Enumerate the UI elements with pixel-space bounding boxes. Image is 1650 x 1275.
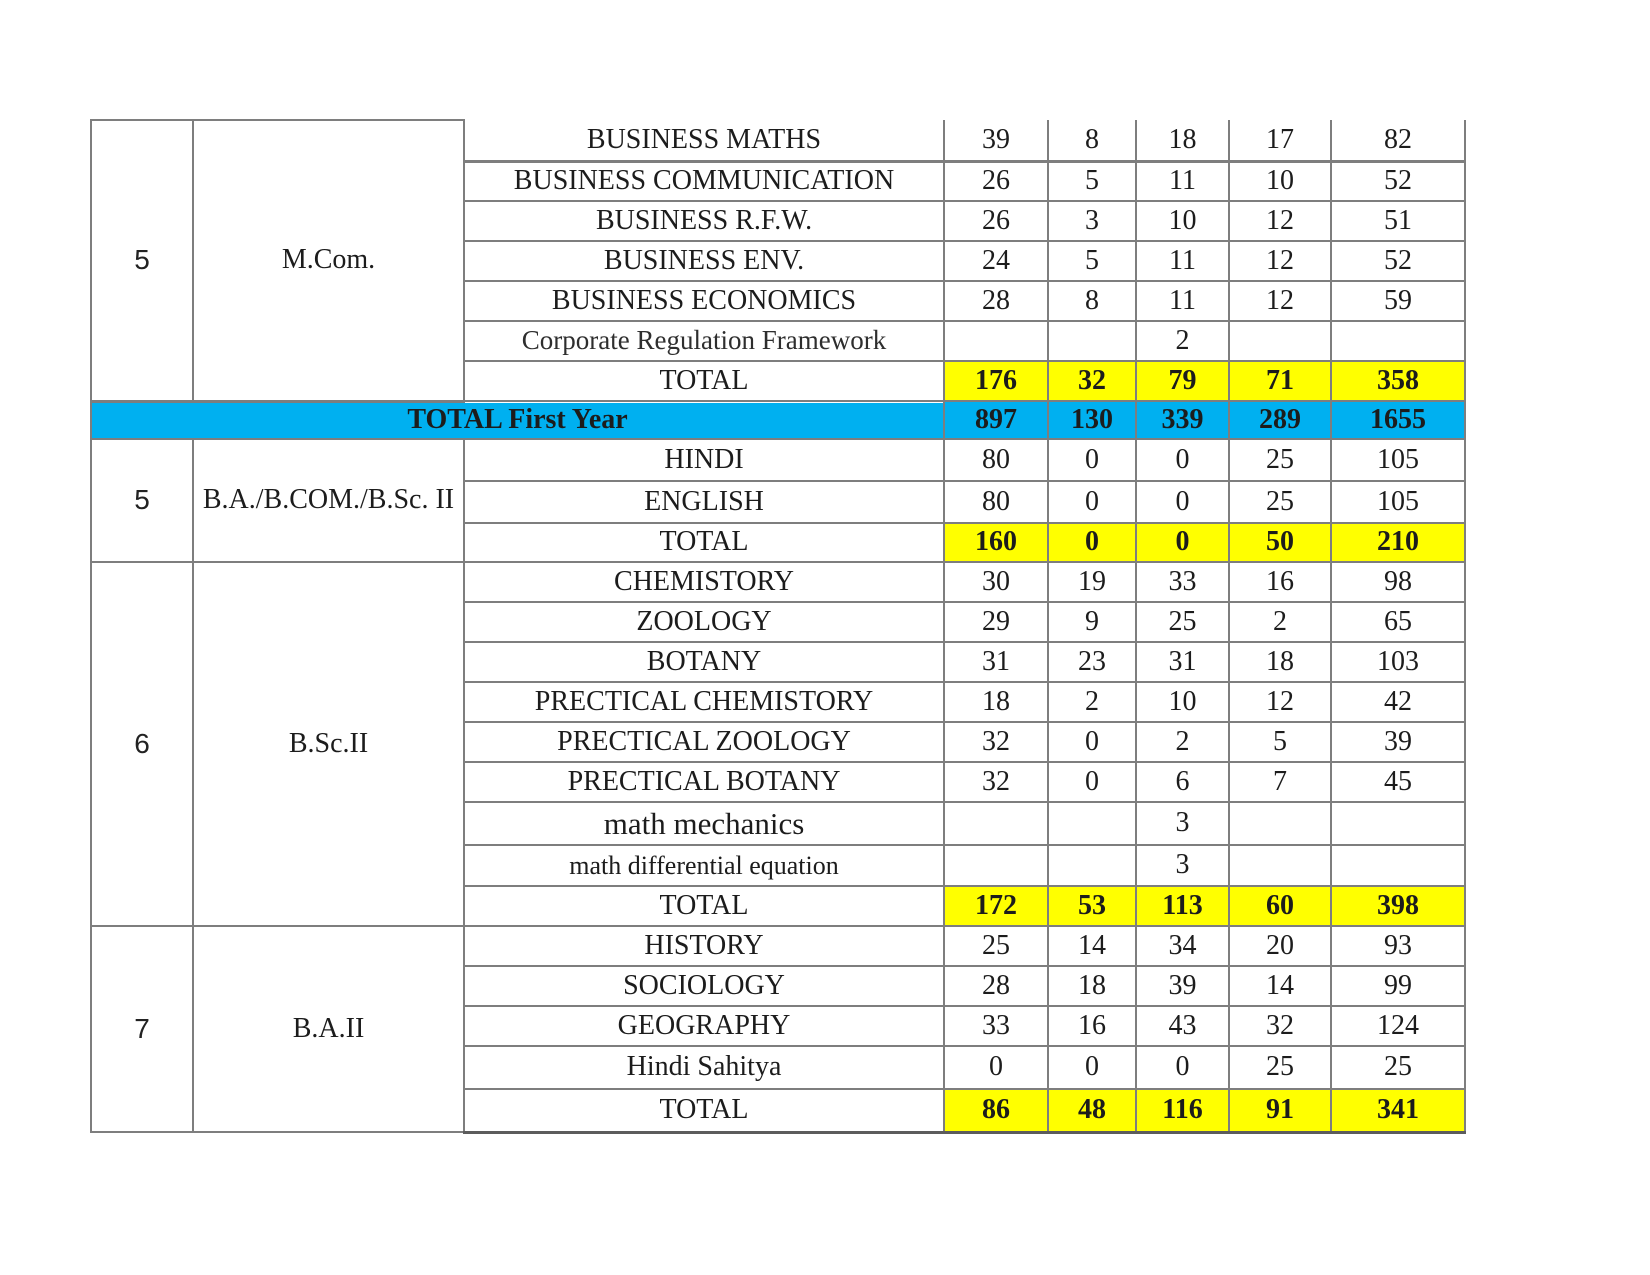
value-cell: 18 <box>1229 642 1331 682</box>
value-cell: 2 <box>1229 602 1331 642</box>
value-cell: 0 <box>1048 722 1136 762</box>
subject-cell: BUSINESS ECONOMICS <box>464 281 944 321</box>
subject-cell: BOTANY <box>464 642 944 682</box>
serial-cell: 5 <box>91 439 193 562</box>
value-cell <box>1229 321 1331 361</box>
value-cell: 42 <box>1331 682 1465 722</box>
total-value-cell: 48 <box>1048 1089 1136 1132</box>
value-cell <box>1048 802 1136 845</box>
value-cell: 32 <box>1229 1006 1331 1046</box>
enrollment-table <box>90 119 1466 1134</box>
value-cell: 93 <box>1331 926 1465 966</box>
value-cell: 12 <box>1229 682 1331 722</box>
value-cell: 11 <box>1136 241 1229 281</box>
value-cell <box>1331 321 1465 361</box>
value-cell: 26 <box>944 201 1048 241</box>
value-cell: 0 <box>1048 439 1136 481</box>
value-cell: 103 <box>1331 642 1465 682</box>
value-cell: 80 <box>944 481 1048 523</box>
value-cell: 16 <box>1048 1006 1136 1046</box>
value-cell: 8 <box>1048 281 1136 321</box>
value-cell: 12 <box>1229 241 1331 281</box>
value-cell: 14 <box>1229 966 1331 1006</box>
subject-cell: ENGLISH <box>464 481 944 523</box>
value-cell: 17 <box>1229 120 1331 161</box>
subject-cell: PRECTICAL CHEMISTORY <box>464 682 944 722</box>
total-value-cell: 113 <box>1136 886 1229 926</box>
value-cell: 0 <box>1048 1046 1136 1089</box>
value-cell: 26 <box>944 161 1048 201</box>
value-cell: 99 <box>1331 966 1465 1006</box>
value-cell: 9 <box>1048 602 1136 642</box>
total-value-cell: 91 <box>1229 1089 1331 1132</box>
value-cell: 5 <box>1229 722 1331 762</box>
total-value-cell: 172 <box>944 886 1048 926</box>
subject-cell: HINDI <box>464 439 944 481</box>
grand-total-value-cell: 289 <box>1229 401 1331 439</box>
subject-cell: math mechanics <box>464 802 944 845</box>
total-label-cell: TOTAL <box>464 523 944 562</box>
value-cell: 52 <box>1331 161 1465 201</box>
total-value-cell: 86 <box>944 1089 1048 1132</box>
value-cell: 25 <box>1331 1046 1465 1089</box>
value-cell <box>1331 845 1465 886</box>
total-value-cell: 50 <box>1229 523 1331 562</box>
value-cell: 12 <box>1229 281 1331 321</box>
grand-total-value-cell: 897 <box>944 401 1048 439</box>
total-value-cell: 79 <box>1136 361 1229 401</box>
total-value-cell: 0 <box>1136 523 1229 562</box>
value-cell: 7 <box>1229 762 1331 802</box>
value-cell: 39 <box>1331 722 1465 762</box>
subject-cell: BUSINESS MATHS <box>464 120 944 161</box>
total-value-cell: 398 <box>1331 886 1465 926</box>
value-cell: 65 <box>1331 602 1465 642</box>
grand-total-label: TOTAL First Year <box>91 401 944 439</box>
subject-cell: SOCIOLOGY <box>464 966 944 1006</box>
serial-cell: 7 <box>91 926 193 1132</box>
grand-total-value-cell: 339 <box>1136 401 1229 439</box>
value-cell: 33 <box>944 1006 1048 1046</box>
serial-cell: 6 <box>91 562 193 926</box>
grand-total-value-cell: 130 <box>1048 401 1136 439</box>
subject-cell: CHEMISTORY <box>464 562 944 602</box>
value-cell <box>1229 802 1331 845</box>
value-cell: 0 <box>1048 762 1136 802</box>
value-cell: 10 <box>1136 201 1229 241</box>
total-label-cell: TOTAL <box>464 1089 944 1132</box>
value-cell <box>1048 845 1136 886</box>
table-row <box>91 120 1465 161</box>
serial-cell: 5 <box>91 120 193 401</box>
subject-cell: BUSINESS COMMUNICATION <box>464 161 944 201</box>
subject-cell: PRECTICAL BOTANY <box>464 762 944 802</box>
total-label-cell: TOTAL <box>464 361 944 401</box>
value-cell: 5 <box>1048 161 1136 201</box>
table-row <box>91 926 1465 966</box>
value-cell: 30 <box>944 562 1048 602</box>
value-cell: 25 <box>1229 1046 1331 1089</box>
value-cell: 59 <box>1331 281 1465 321</box>
subject-cell: BUSINESS R.F.W. <box>464 201 944 241</box>
table-row <box>91 439 1465 481</box>
total-value-cell: 53 <box>1048 886 1136 926</box>
value-cell: 32 <box>944 722 1048 762</box>
total-value-cell: 71 <box>1229 361 1331 401</box>
value-cell: 2 <box>1136 321 1229 361</box>
total-value-cell: 32 <box>1048 361 1136 401</box>
table-row <box>91 562 1465 602</box>
value-cell: 2 <box>1048 682 1136 722</box>
value-cell: 45 <box>1331 762 1465 802</box>
value-cell: 0 <box>944 1046 1048 1089</box>
total-value-cell: 176 <box>944 361 1048 401</box>
value-cell: 28 <box>944 281 1048 321</box>
total-value-cell: 358 <box>1331 361 1465 401</box>
value-cell: 25 <box>1136 602 1229 642</box>
value-cell: 3 <box>1048 201 1136 241</box>
value-cell: 20 <box>1229 926 1331 966</box>
value-cell: 39 <box>944 120 1048 161</box>
value-cell: 80 <box>944 439 1048 481</box>
course-cell: B.A.II <box>193 926 464 1132</box>
value-cell: 11 <box>1136 281 1229 321</box>
subject-cell: ZOOLOGY <box>464 602 944 642</box>
value-cell: 29 <box>944 602 1048 642</box>
subject-cell: BUSINESS ENV. <box>464 241 944 281</box>
value-cell: 39 <box>1136 966 1229 1006</box>
value-cell: 18 <box>944 682 1048 722</box>
value-cell: 31 <box>1136 642 1229 682</box>
value-cell: 25 <box>1229 481 1331 523</box>
total-value-cell: 60 <box>1229 886 1331 926</box>
subject-cell: Hindi Sahitya <box>464 1046 944 1089</box>
value-cell: 82 <box>1331 120 1465 161</box>
grand-total-row <box>91 401 1465 439</box>
value-cell: 24 <box>944 241 1048 281</box>
total-value-cell: 116 <box>1136 1089 1229 1132</box>
value-cell: 0 <box>1136 439 1229 481</box>
value-cell <box>944 321 1048 361</box>
value-cell: 31 <box>944 642 1048 682</box>
value-cell <box>1229 845 1331 886</box>
subject-cell: GEOGRAPHY <box>464 1006 944 1046</box>
grand-total-value-cell: 1655 <box>1331 401 1465 439</box>
value-cell: 11 <box>1136 161 1229 201</box>
value-cell: 3 <box>1136 802 1229 845</box>
subject-cell: HISTORY <box>464 926 944 966</box>
value-cell <box>1048 321 1136 361</box>
value-cell: 25 <box>944 926 1048 966</box>
subject-cell: math differential equation <box>464 845 944 886</box>
value-cell: 32 <box>944 762 1048 802</box>
value-cell: 105 <box>1331 481 1465 523</box>
value-cell: 2 <box>1136 722 1229 762</box>
value-cell <box>944 845 1048 886</box>
value-cell: 33 <box>1136 562 1229 602</box>
value-cell: 28 <box>944 966 1048 1006</box>
value-cell: 34 <box>1136 926 1229 966</box>
value-cell: 19 <box>1048 562 1136 602</box>
value-cell: 105 <box>1331 439 1465 481</box>
value-cell: 124 <box>1331 1006 1465 1046</box>
value-cell: 43 <box>1136 1006 1229 1046</box>
subject-cell: Corporate Regulation Framework <box>464 321 944 361</box>
course-cell: M.Com. <box>193 120 464 401</box>
value-cell: 0 <box>1048 481 1136 523</box>
total-value-cell: 0 <box>1048 523 1136 562</box>
value-cell: 0 <box>1136 481 1229 523</box>
value-cell: 10 <box>1136 682 1229 722</box>
value-cell: 14 <box>1048 926 1136 966</box>
total-value-cell: 341 <box>1331 1089 1465 1132</box>
value-cell: 52 <box>1331 241 1465 281</box>
value-cell <box>944 802 1048 845</box>
total-label-cell: TOTAL <box>464 886 944 926</box>
value-cell: 18 <box>1048 966 1136 1006</box>
value-cell: 16 <box>1229 562 1331 602</box>
value-cell: 10 <box>1229 161 1331 201</box>
value-cell: 12 <box>1229 201 1331 241</box>
value-cell: 0 <box>1136 1046 1229 1089</box>
value-cell: 3 <box>1136 845 1229 886</box>
subject-cell: PRECTICAL ZOOLOGY <box>464 722 944 762</box>
total-value-cell: 160 <box>944 523 1048 562</box>
course-cell: B.Sc.II <box>193 562 464 926</box>
value-cell <box>1331 802 1465 845</box>
value-cell: 8 <box>1048 120 1136 161</box>
value-cell: 51 <box>1331 201 1465 241</box>
value-cell: 6 <box>1136 762 1229 802</box>
value-cell: 98 <box>1331 562 1465 602</box>
total-value-cell: 210 <box>1331 523 1465 562</box>
course-cell: B.A./B.COM./B.Sc. II <box>193 439 464 562</box>
value-cell: 25 <box>1229 439 1331 481</box>
value-cell: 23 <box>1048 642 1136 682</box>
value-cell: 18 <box>1136 120 1229 161</box>
value-cell: 5 <box>1048 241 1136 281</box>
